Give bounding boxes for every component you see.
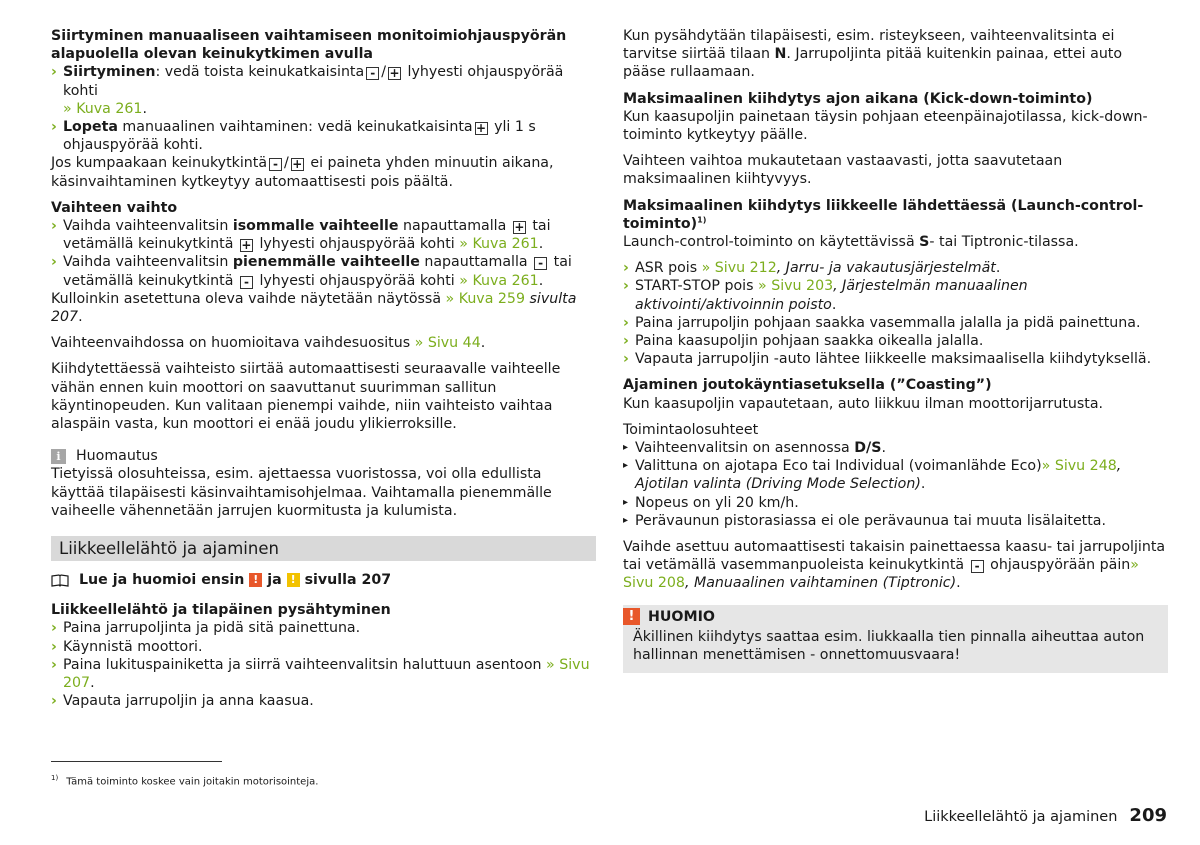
condition-item: ▸ Nopeus on yli 20 km/h.: [623, 494, 799, 511]
conditions-list: [623, 439, 1168, 530]
paragraph-auto-return: Vaihde asettuu automaattisesti takaisin painettaessa kaasu- tai jarrupoljinta tai vetämällä vasemmanpuoleista keinukytkintä - ohjauspyörään päin» Sivu 208, Manuaalinen vaihtaminen (Tiptronic).: [623, 539, 1166, 592]
footnote-divider: [51, 761, 222, 762]
coasting-text: Kun kaasupoljin vapautetaan, auto liikkuu ilman moottorijarrutusta.: [623, 395, 1104, 412]
paragraph-recommendation: Vaihteenvaihdossa on huomioitava vaihdesuositus » Sivu 44.: [51, 335, 486, 352]
step-arrow-icon: ›: [623, 333, 629, 350]
warning-red-icon: !: [249, 573, 262, 587]
link-sivu-44[interactable]: » Sivu 44: [414, 335, 481, 352]
footnote: $^{1)}$ Tämä toiminto koskee vain joitakin motorisointeja.: [51, 774, 319, 788]
launch-step: › Paina jarrupoljin pohjaan saakka vasemmalla jalalla ja pidä painettuna.: [623, 314, 1141, 331]
condition-item: ▸ Valittuna on ajotapa Eco tai Individual (voimanlähde Eco)» Sivu 248, Ajotilan valinta (Driving Mode Selection).: [623, 458, 1122, 493]
launch-heading: Maksimaalinen kiihdytys liikkeelle lähdettäessä (Launch-control-toiminto)$^{1)}$: [623, 197, 1144, 232]
step-arrow-icon: ›: [51, 119, 57, 136]
step-arrow-icon: ›: [51, 638, 57, 655]
paragraph-timeout: Jos kumpaakaan keinukytkintä - / + ei paineta yhden minuutin aikana, käsinvaihtaminen kytkeytyy automaattisesti pois päältä.: [51, 155, 554, 190]
paragraph-acceleration: Kiihdytettäessä vaihteisto siirtää automaattisesti seuraavalle vaihteelle vähän ennen kuin moottori on saavuttanut suurimman sallitun käyntinopeuden. Kun valitaan pienempi vaihde, niin vaihteisto vaihtaa alaspäin vasta, kun moottori ei enää joudu ylikierroksille.: [51, 361, 561, 433]
paragraph-display: Kulloinkin asetettuna oleva vaihde näytetään näytössä » Kuva 259 sivulta 207.: [51, 290, 577, 326]
start-step: › Paina jarrupoljinta ja pidä sitä painettuna.: [51, 620, 361, 637]
link-kuva-261[interactable]: » Kuva 261: [63, 100, 143, 117]
warning-text: Äkillinen kiihdytys saattaa esim. liukkaalla tien pinnalla aiheuttaa auton hallinnan menettämisen - onnettomuusvaara!: [633, 628, 1145, 664]
right-column: [623, 27, 1168, 673]
warning-title: HUOMIO: [648, 608, 715, 625]
condition-item: ▸ Perävaunun pistorasiassa ei ole perävaunua tai muuta lisälaitetta.: [623, 512, 1107, 529]
start-heading: Liikkeellelähtö ja tilapäinen pysähtyminen: [51, 602, 391, 619]
step-arrow-icon: ›: [623, 351, 629, 368]
minus-key-icon: -: [240, 276, 253, 289]
manual-step-start: › Siirtyminen: vedä toista keinukatkaisinta - / + lyhyesti ohjauspyörää kohti » Kuva 261.: [51, 64, 564, 117]
note-text: Tietyissä olosuhteissa, esim. ajettaessa vuoristossa, voi olla edullista käyttää tilapäisesti käsinvaihtamisohjelmaa. Vaihtamalla pienemmälle vaiheelle vähennetään jarrujen kuormitusta ja kulumista.: [51, 466, 552, 519]
conditions-heading: Toimintaolosuhteet: [623, 421, 759, 438]
link-kuva-259[interactable]: » Kuva 259: [445, 290, 525, 307]
launch-step: › START-STOP pois » Sivu 203, Järjestelmän manuaalinen aktivointi/aktivoinnin poisto.: [623, 278, 1028, 313]
info-icon: i: [51, 449, 66, 464]
kickdown-text: Kun kaasupoljin painetaan täysin pohjaan eteenpäinajotilassa, kick-down-toiminto kytkeytyy päälle.: [623, 108, 1148, 144]
launch-step: › Vapauta jarrupoljin -auto lähtee liikkeelle maksimaalisella kiihdytyksellä.: [623, 351, 1152, 368]
manual-shift-heading: Siirtyminen manuaaliseen vaihtamiseen monitoimiohjauspyörän alapuolella olevan keinukytkimen avulla: [51, 28, 567, 63]
note-box: [51, 447, 596, 520]
link-sivu-203[interactable]: » Sivu 203: [758, 278, 834, 295]
step-arrow-icon: ›: [51, 693, 57, 710]
step-arrow-icon: ›: [51, 254, 57, 271]
warning-icon: !: [623, 608, 640, 625]
footer-chapter-title: Liikkeellelähtö ja ajaminen: [924, 809, 1118, 825]
page-number: 209: [1129, 805, 1167, 826]
step-arrow-icon: ›: [623, 260, 629, 277]
bullet-triangle-icon: ▸: [623, 460, 629, 472]
caution-yellow-icon: !: [287, 573, 300, 587]
note-title: Huomautus: [76, 448, 158, 465]
link-sivu-212[interactable]: » Sivu 212: [701, 260, 777, 277]
start-step: › Käynnistä moottori.: [51, 638, 203, 655]
launch-step: › Paina kaasupoljin pohjaan saakka oikealla jalalla.: [623, 333, 984, 350]
bullet-triangle-icon: ▸: [623, 442, 629, 454]
start-step: › Vapauta jarrupoljin ja anna kaasua.: [51, 693, 314, 710]
manual-step-stop: › Lopeta manuaalinen vaihtaminen: vedä keinukatkaisinta + yli 1 s ohjauspyörää kohti.: [51, 119, 536, 154]
condition-item: ▸ Vaihteenvalitsin on asennossa D/S.: [623, 440, 886, 457]
minus-key-icon: -: [534, 257, 547, 270]
step-arrow-icon: ›: [51, 620, 57, 637]
plus-key-icon: +: [389, 66, 400, 81]
launch-steps: [623, 259, 1168, 368]
warning-box: [623, 605, 1168, 674]
gear-step-up: › Vaihda vaihteenvalitsin isommalle vaihteelle napauttamalla + tai vetämällä keinukytkintä + lyhyesti ohjauspyörää kohti » Kuva 261.: [51, 218, 551, 253]
bullet-triangle-icon: ▸: [623, 496, 629, 508]
bullet-triangle-icon: ▸: [623, 514, 629, 526]
link-kuva-261[interactable]: » Kuva 261: [459, 272, 539, 289]
paragraph-stop: Kun pysähdytään tilapäisesti, esim. risteykseen, vaihteenvalitsinta ei tarvitse siirtää tilaan N. Jarrupoljinta pitää kuitenkin painaa, ettei auto pääse rullaamaan.: [623, 28, 1123, 81]
step-arrow-icon: ›: [51, 64, 57, 81]
launch-step: › ASR pois » Sivu 212, Jarru- ja vakautusjärjestelmät.: [623, 260, 1001, 277]
link-sivu-208[interactable]: » Sivu 208: [623, 557, 1139, 592]
section-title: Liikkeellelähtö ja ajaminen: [51, 536, 596, 561]
minus-key-icon: -: [269, 158, 282, 171]
left-column: [51, 27, 596, 711]
kickdown-text-2: Vaihteen vaihtoa mukautetaan vastaavasti, jotta saavutetaan maksimaalinen kiihtyvyys.: [623, 153, 1063, 188]
page-footer: [924, 805, 1167, 826]
launch-text: Launch-control-toiminto on käytettävissä S- tai Tiptronic-tilassa.: [623, 234, 1079, 251]
plus-key-icon: +: [514, 220, 525, 235]
coasting-heading: Ajaminen joutokäyntiasetuksella (”Coasting”): [623, 377, 992, 394]
step-arrow-icon: ›: [51, 656, 57, 673]
plus-key-icon: +: [476, 121, 487, 136]
link-sivu-248[interactable]: » Sivu 248: [1041, 458, 1117, 475]
minus-key-icon: -: [366, 67, 379, 80]
link-kuva-261[interactable]: » Kuva 261: [459, 236, 539, 253]
footnote-ref[interactable]: 1): [697, 215, 707, 225]
step-arrow-icon: ›: [51, 218, 57, 235]
step-arrow-icon: ›: [623, 314, 629, 331]
start-step: › Paina lukituspainiketta ja siirrä vaihteenvalitsin haluttuun asentoon » Sivu 207.: [51, 656, 590, 692]
minus-key-icon: -: [971, 560, 984, 573]
plus-key-icon: +: [241, 238, 252, 253]
gear-step-down: › Vaihda vaihteenvalitsin pienemmälle vaihteelle napauttamalla - tai vetämällä keinukytkintä - lyhyesti ohjauspyörää kohti » Kuva 261.: [51, 254, 572, 289]
step-arrow-icon: ›: [623, 278, 629, 295]
gear-change-heading: Vaihteen vaihto: [51, 199, 178, 216]
book-icon: [51, 574, 69, 587]
read-first-notice: Lue ja huomioi ensin ! ja ! sivulla 207: [51, 571, 596, 589]
kickdown-heading: Maksimaalinen kiihdytys ajon aikana (Kick-down-toiminto): [623, 90, 1093, 107]
plus-key-icon: +: [292, 157, 303, 172]
link-sivu-207[interactable]: » Sivu 207: [63, 656, 590, 692]
